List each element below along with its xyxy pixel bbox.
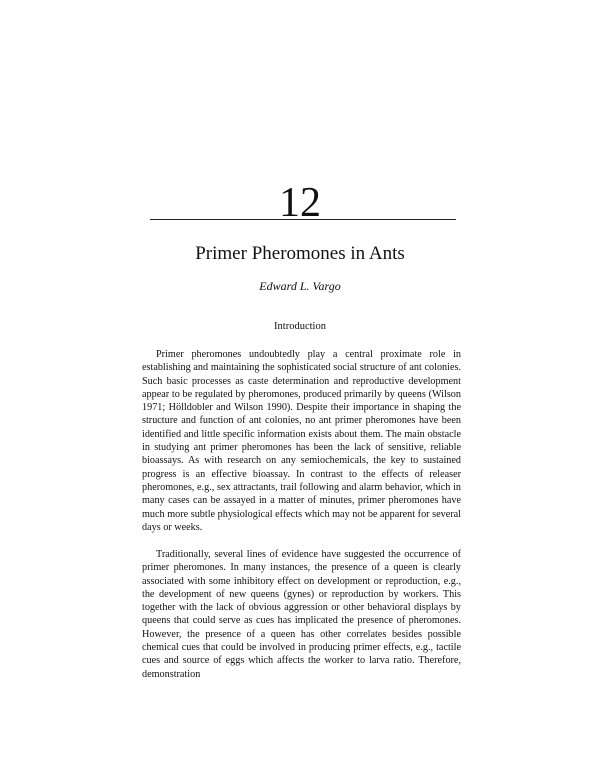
chapter-divider-rule bbox=[150, 219, 456, 220]
author-name: Edward L. Vargo bbox=[259, 279, 341, 293]
section-heading: Introduction bbox=[274, 321, 326, 332]
chapter-number: 12 bbox=[279, 180, 321, 226]
body-paragraph: Primer pheromones undoubtedly play a central proximate role in establishing and maintaining the sophisticated social structure of ant colonies. Such basic processes as caste determination and reproductive development appear to be regulated by pheromones, produced primarily by queens (Wilson 1971; Hölldobler and Wilson 1990). Despite their importance in shaping the structure and function of ant colonies, no ant primer pheromones have been identified and little specific information exists about them. The main obstacle in studying ant primer pheromones has been the lack of sensitive, reliable bioassays. As with research on any semiochemicals, the key to sustained progress is an effective bioassay. In contrast to the effects of releaser pheromones, e.g., sex attractants, trail following and alarm behavior, which in many cases can be assayed in a matter of minutes, primer pheromones have much more subtle physiological effects which may not be apparent for several days or weeks. bbox=[142, 349, 461, 533]
chapter-title: Primer Pheromones in Ants bbox=[195, 243, 405, 264]
body-paragraph: Traditionally, several lines of evidence have suggested the occurrence of primer pheromones. In many instances, the presence of a queen is clearly associated with some inhibitory effect on development or reproduction, e.g., the development of new queens (gynes) or reproduction by workers. This together with the lack of obvious aggression or other behavioral displays by queens that could serve as cues has implicated the presence of pheromones. However, the presence of a queen has other correlates besides possible chemical cues that could be involved in producing primer effects, e.g., tactile cues and source of eggs which affects the worker to larva ratio. Therefore, demonstration bbox=[142, 549, 461, 680]
